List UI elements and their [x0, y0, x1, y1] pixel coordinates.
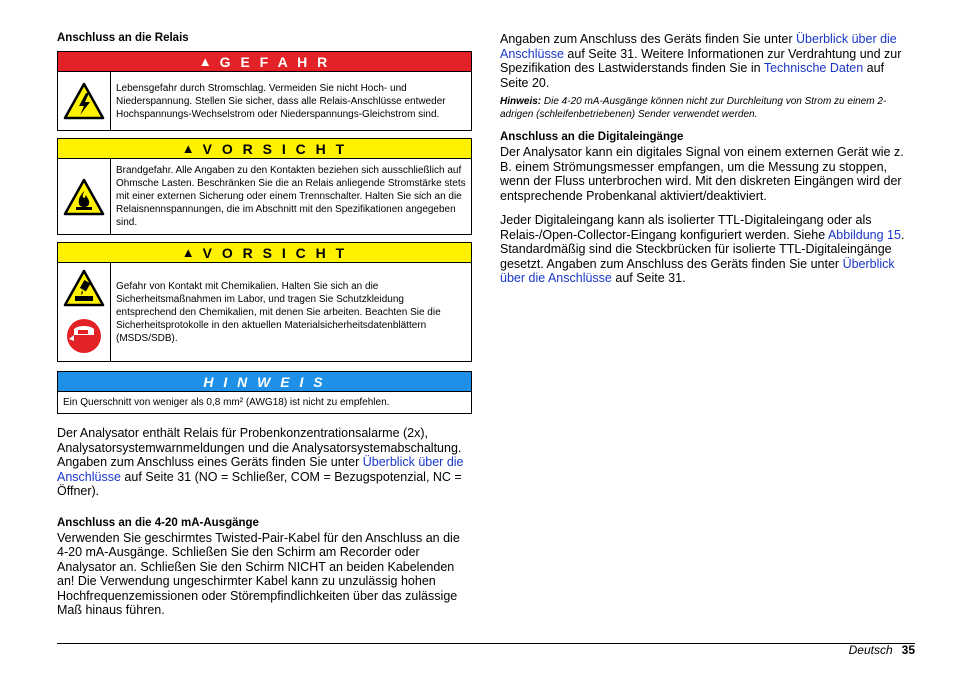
caution-fire-icon-cell: [58, 159, 111, 234]
notice-text: Ein Querschnitt von weniger als 0,8 mm² (AWG18) ist nicht zu empfehlen.: [63, 397, 390, 408]
protective-gear-icon: [66, 317, 102, 355]
warning-triangle-icon: ▲: [181, 245, 198, 260]
digital-heading: Anschluss an die Digitaleingänge: [500, 131, 684, 143]
danger-icon-cell: [58, 72, 111, 130]
caution-box-chemical: [57, 242, 472, 362]
caution-label: V O R S I C H T: [202, 244, 348, 261]
notice-header: [58, 372, 471, 392]
warning-triangle-icon: ▲: [198, 54, 215, 69]
relay-paragraph-text-end: auf Seite 31 (NO = Schließer, COM = Bezugspotenzial, NC = Öffner).: [57, 469, 462, 498]
footer-rule: [57, 643, 915, 644]
fire-hazard-icon: [63, 178, 105, 216]
caution-box-fire: [57, 138, 472, 235]
danger-label: G E F A H R: [219, 53, 331, 70]
left-column: [57, 32, 472, 628]
hint-label: Hinweis:: [500, 96, 542, 107]
relay-paragraph: [57, 426, 472, 499]
electric-shock-icon: [63, 82, 105, 120]
digital-text: Jeder Digitaleingang kann als isolierter TTL-Digitaleingang oder als Relais-/Open-Collector-Eingang konfiguriert werden. Siehe: [500, 213, 872, 242]
link-figure-15[interactable]: Abbildung 15: [827, 227, 901, 242]
ma-heading: Anschluss an die 4-20 mA-Ausgänge: [57, 516, 259, 529]
hint-text: Die 4-20 mA-Ausgänge können nicht zur Durchleitung von Strom zu einem 2-adrigen (schleifenbetriebenen) Sender verwendet werden.: [500, 96, 887, 120]
caution-chemical-text: Gefahr von Kontakt mit Chemikalien. Halten Sie sich an die Sicherheitsmaßnahmen im Labor, und tragen Sie Schutzkleidung entsprechend den Chemikalien, mit denen Sie arbeiten. Beachten Sie die Sicherheitsprotokolle in den aktuellen Materialsicherheitsdatenblättern (MSDS/SDB).: [116, 280, 441, 344]
caution-chemical-icon-cell: [58, 263, 111, 361]
relay-heading: Anschluss an die Relais: [57, 32, 189, 44]
intro-text-end: auf Seite 20.: [500, 61, 885, 90]
caution-label: V O R S I C H T: [202, 140, 348, 157]
page-number: 35: [901, 643, 915, 657]
hint-note: [500, 95, 915, 121]
ma-paragraph: Verwenden Sie geschirmtes Twisted-Pair-Kabel für den Anschluss an die 4-20 mA-Ausgänge. Schließen Sie den Schirm am Recorder oder Analysator an. Schließen Sie den Schirm NICHT an beiden Kabelenden an! Die Verwendung ungeschirmter Kabel kann zu unzulässig hohen Hochfrequenzemissionen oder Störempfindlichkeiten über das zulässige Maß hinaus führen.: [57, 530, 460, 617]
page-footer: [849, 643, 915, 657]
footer-language: Deutsch: [848, 643, 893, 657]
intro-text: Angaben zum Anschluss des Geräts finden Sie unter: [500, 32, 797, 46]
right-column: [500, 32, 915, 296]
link-connections-overview[interactable]: Überblick über die Anschlüsse: [500, 32, 897, 61]
danger-header: [58, 52, 471, 72]
link-connections-overview[interactable]: Überblick über die Anschlüsse: [500, 256, 895, 285]
caution-fire-text: Brandgefahr. Alle Angaben zu den Kontakten beziehen sich ausschließlich auf Ohmsche Lasten. Beschränken Sie die an Relais anliegende Stromstärke stets mit einer externen Sicherung oder einem Trennschalter. Halten Sie sich an die Relaisnennspannungen, die im Abschnitt mit den Spezifikationen angegeben sind.: [116, 165, 466, 228]
notice-box: [57, 371, 472, 414]
link-technical-data[interactable]: Technische Daten: [763, 61, 864, 75]
digital-text-mid: . Standardmäßig sind die Steckbrücken für isolierte TTL-Digitaleingänge gesetzt. Angaben zum Anschluss des Geräts finden Sie unter: [500, 227, 905, 271]
digital-text-end: auf Seite 31.: [611, 271, 686, 285]
warning-triangle-icon: ▲: [181, 141, 198, 156]
danger-text: Lebensgefahr durch Stromschlag. Vermeiden Sie nicht Hoch- und Niederspannung. Stellen Sie sicher, dass alle Relais-Anschlüsse entweder Hochspannungs-Wechselstrom oder Niederspannungs-Gleichstrom sind.: [116, 82, 446, 120]
caution-header-fire: [58, 139, 471, 159]
link-connections-overview[interactable]: Überblick über die Anschlüsse: [57, 455, 464, 484]
chemical-hazard-icon: [63, 269, 105, 307]
relay-paragraph-text: Der Analysator enthält Relais für Probenkonzentrationsalarme (2x), Analysatorsystemwarnmeldungen und die Analysatorsystemabschaltung. Angaben zum Anschluss eines Geräts finden Sie unter: [57, 426, 462, 469]
danger-box: [57, 51, 472, 131]
caution-header-chemical: [58, 243, 471, 263]
intro-paragraph: [500, 32, 915, 90]
intro-text-mid: auf Seite 31. Weitere Informationen zur Verdrahtung und zur Spezifikation des Lastwiderstands finden Sie in: [500, 46, 902, 75]
digital-paragraph-2: [500, 213, 915, 286]
digital-paragraph-1: Der Analysator kann ein digitales Signal von einem externen Gerät wie z. B. einem Strömungsmesser empfangen, um die Messung zu stoppen, wenn der Fluss unterbrochen wird. Mit den diskreten Eingängen wird der entsprechende Probenkanal aktiviert/deaktiviert.: [500, 145, 904, 203]
notice-label: H I N W E I S: [203, 373, 326, 390]
